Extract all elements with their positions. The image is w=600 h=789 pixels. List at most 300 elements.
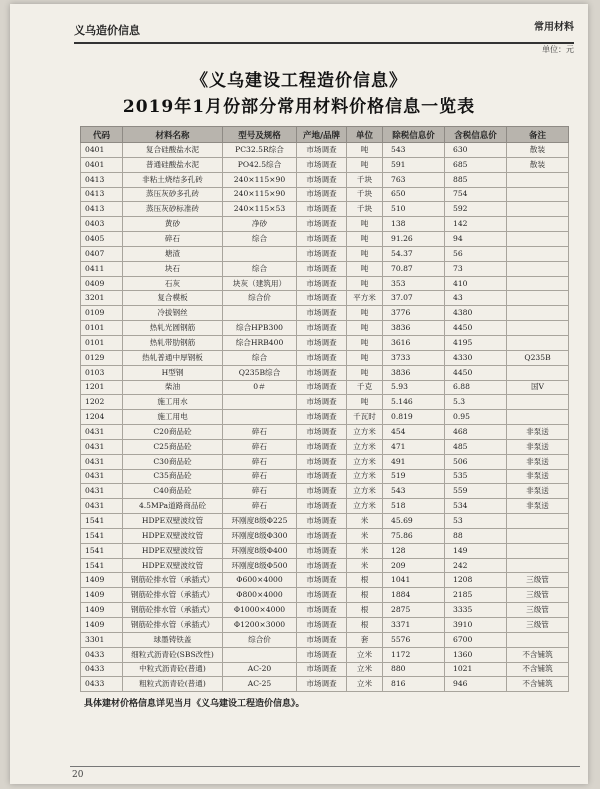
cell-price-inc-tax: 4380 — [445, 306, 507, 321]
cell-unit: 平方米 — [347, 291, 383, 306]
cell-unit: 立方米 — [347, 484, 383, 499]
cell-price-ex-tax: 491 — [383, 454, 445, 469]
cell-price-ex-tax: 650 — [383, 187, 445, 202]
cell-material: 施工用电 — [123, 410, 223, 425]
cell-material: 块石 — [123, 261, 223, 276]
cell-price-inc-tax: 4450 — [445, 365, 507, 380]
cell-unit: 吨 — [347, 217, 383, 232]
cell-price-ex-tax: 543 — [383, 143, 445, 158]
column-header: 含税信息价 — [445, 127, 507, 143]
cell-origin: 市场调查 — [297, 439, 347, 454]
cell-origin: 市场调查 — [297, 543, 347, 558]
cell-spec — [223, 647, 297, 662]
cell-origin: 市场调查 — [297, 217, 347, 232]
cell-spec: 综合 — [223, 261, 297, 276]
cell-code: 0109 — [81, 306, 123, 321]
cell-material: 4.5MPa道路商品砼 — [123, 499, 223, 514]
cell-code: 1201 — [81, 380, 123, 395]
cell-price-inc-tax: 1360 — [445, 647, 507, 662]
cell-price-inc-tax: 94 — [445, 232, 507, 247]
cell-price-inc-tax: 946 — [445, 677, 507, 692]
cell-material: 非粘土烧结多孔砖 — [123, 172, 223, 187]
cell-spec: 综合 — [223, 232, 297, 247]
table-row — [81, 291, 569, 306]
column-header: 材料名称 — [123, 127, 223, 143]
cell-remark — [507, 217, 569, 232]
cell-code: 3201 — [81, 291, 123, 306]
cell-material: 石灰 — [123, 276, 223, 291]
cell-price-ex-tax: 454 — [383, 425, 445, 440]
table-row — [81, 187, 569, 202]
table-row — [81, 603, 569, 618]
header-section-name: 常用材料 — [534, 22, 574, 33]
cell-price-ex-tax: 45.69 — [383, 514, 445, 529]
cell-origin: 市场调查 — [297, 632, 347, 647]
cell-price-ex-tax: 591 — [383, 157, 445, 172]
cell-spec: 碎石 — [223, 484, 297, 499]
cell-unit: 立方米 — [347, 425, 383, 440]
cell-remark: 国Ⅴ — [507, 380, 569, 395]
cell-price-ex-tax: 75.86 — [383, 528, 445, 543]
cell-origin: 市场调查 — [297, 499, 347, 514]
cell-price-inc-tax: 534 — [445, 499, 507, 514]
cell-origin: 市场调查 — [297, 380, 347, 395]
cell-material: H型钢 — [123, 365, 223, 380]
cell-code: 0101 — [81, 335, 123, 350]
cell-code: 1409 — [81, 603, 123, 618]
cell-unit: 吨 — [347, 321, 383, 336]
table-row — [81, 677, 569, 692]
table-row — [81, 484, 569, 499]
cell-price-ex-tax: 3371 — [383, 618, 445, 633]
cell-origin: 市场调查 — [297, 350, 347, 365]
cell-remark — [507, 187, 569, 202]
cell-price-ex-tax: 3776 — [383, 306, 445, 321]
table-row — [81, 439, 569, 454]
cell-origin: 市场调查 — [297, 157, 347, 172]
cell-spec: 综合 — [223, 350, 297, 365]
cell-price-inc-tax: 53 — [445, 514, 507, 529]
cell-code: 0431 — [81, 425, 123, 440]
cell-price-inc-tax: 410 — [445, 276, 507, 291]
cell-spec: 环刚度8级Φ400 — [223, 543, 297, 558]
cell-spec: Φ600×4000 — [223, 573, 297, 588]
table-row — [81, 395, 569, 410]
cell-unit: 吨 — [347, 335, 383, 350]
table-row — [81, 217, 569, 232]
document-page — [10, 4, 588, 784]
cell-origin: 市场调查 — [297, 454, 347, 469]
cell-material: 塘渣 — [123, 246, 223, 261]
table-body — [81, 143, 569, 692]
cell-origin: 市场调查 — [297, 558, 347, 573]
cell-price-inc-tax: 592 — [445, 202, 507, 217]
cell-code: 1541 — [81, 543, 123, 558]
table-row — [81, 306, 569, 321]
cell-unit: 根 — [347, 603, 383, 618]
table-row — [81, 202, 569, 217]
cell-remark — [507, 365, 569, 380]
table-row — [81, 172, 569, 187]
cell-spec — [223, 246, 297, 261]
cell-code: 1409 — [81, 618, 123, 633]
cell-unit: 根 — [347, 588, 383, 603]
cell-code: 1204 — [81, 410, 123, 425]
column-header: 型号及规格 — [223, 127, 297, 143]
table-row — [81, 335, 569, 350]
cell-remark: 散装 — [507, 157, 569, 172]
cell-material: 普通硅酸盐水泥 — [123, 157, 223, 172]
column-header: 代码 — [81, 127, 123, 143]
cell-material: C20商品砼 — [123, 425, 223, 440]
cell-spec — [223, 410, 297, 425]
cell-price-inc-tax: 0.95 — [445, 410, 507, 425]
cell-price-ex-tax: 0.819 — [383, 410, 445, 425]
cell-remark — [507, 291, 569, 306]
cell-remark — [507, 306, 569, 321]
cell-material: 钢筋砼排水管（承插式） — [123, 588, 223, 603]
table-row — [81, 588, 569, 603]
cell-price-inc-tax: 630 — [445, 143, 507, 158]
cell-spec: 碎石 — [223, 425, 297, 440]
cell-code: 0401 — [81, 143, 123, 158]
cell-code: 0433 — [81, 647, 123, 662]
cell-remark: 不含铺筑 — [507, 647, 569, 662]
cell-code: 0413 — [81, 172, 123, 187]
cell-remark — [507, 543, 569, 558]
cell-unit: 吨 — [347, 395, 383, 410]
cell-code: 0401 — [81, 157, 123, 172]
cell-price-ex-tax: 70.87 — [383, 261, 445, 276]
cell-spec — [223, 395, 297, 410]
cell-price-ex-tax: 5.146 — [383, 395, 445, 410]
cell-spec: 碎石 — [223, 469, 297, 484]
cell-spec: Q235B综合 — [223, 365, 297, 380]
column-header: 备注 — [507, 127, 569, 143]
cell-remark: 三级管 — [507, 603, 569, 618]
column-header: 产地/品牌 — [297, 127, 347, 143]
cell-spec: Φ800×4000 — [223, 588, 297, 603]
cell-unit: 千块 — [347, 172, 383, 187]
cell-material: C40商品砼 — [123, 484, 223, 499]
cell-material: HDPE双壁波纹管 — [123, 543, 223, 558]
cell-unit: 千克 — [347, 380, 383, 395]
table-row — [81, 543, 569, 558]
table-row — [81, 528, 569, 543]
cell-remark: 非泵送 — [507, 469, 569, 484]
footer-note: 具体建材价格信息详见当月《义乌建设工程造价信息》。 — [84, 699, 305, 709]
cell-price-inc-tax: 149 — [445, 543, 507, 558]
table-row — [81, 558, 569, 573]
cell-spec: 综合价 — [223, 632, 297, 647]
cell-price-ex-tax: 3616 — [383, 335, 445, 350]
cell-origin: 市场调查 — [297, 232, 347, 247]
cell-unit: 千瓦时 — [347, 410, 383, 425]
cell-material: 蒸压灰砂多孔砖 — [123, 187, 223, 202]
cell-price-inc-tax: 559 — [445, 484, 507, 499]
cell-material: 施工用水 — [123, 395, 223, 410]
cell-price-ex-tax: 91.26 — [383, 232, 445, 247]
table-row — [81, 514, 569, 529]
cell-material: 复合模板 — [123, 291, 223, 306]
cell-spec: 块灰（建筑用） — [223, 276, 297, 291]
table-row — [81, 321, 569, 336]
cell-remark: 不含铺筑 — [507, 677, 569, 692]
cell-origin: 市场调查 — [297, 588, 347, 603]
cell-code: 3301 — [81, 632, 123, 647]
cell-price-inc-tax: 142 — [445, 217, 507, 232]
cell-price-ex-tax: 1041 — [383, 573, 445, 588]
cell-unit: 吨 — [347, 143, 383, 158]
cell-price-ex-tax: 518 — [383, 499, 445, 514]
cell-spec: 环刚度8级Φ225 — [223, 514, 297, 529]
cell-remark: 非泵送 — [507, 425, 569, 440]
cell-price-inc-tax: 885 — [445, 172, 507, 187]
table-row — [81, 350, 569, 365]
table-row — [81, 261, 569, 276]
cell-spec: Φ1200×3000 — [223, 618, 297, 633]
cell-material: C35商品砼 — [123, 469, 223, 484]
cell-material: C25商品砼 — [123, 439, 223, 454]
table-row — [81, 143, 569, 158]
column-header: 单位 — [347, 127, 383, 143]
cell-remark: 非泵送 — [507, 454, 569, 469]
cell-code: 0413 — [81, 202, 123, 217]
cell-origin: 市场调查 — [297, 291, 347, 306]
cell-unit: 立米 — [347, 677, 383, 692]
cell-spec: 环刚度8级Φ300 — [223, 528, 297, 543]
table-row — [81, 232, 569, 247]
cell-code: 0431 — [81, 439, 123, 454]
cell-unit: 立方米 — [347, 454, 383, 469]
table-header-row — [81, 127, 569, 143]
cell-price-ex-tax: 816 — [383, 677, 445, 692]
cell-material: 柴油 — [123, 380, 223, 395]
cell-unit: 米 — [347, 514, 383, 529]
cell-origin: 市场调查 — [297, 187, 347, 202]
cell-origin: 市场调查 — [297, 365, 347, 380]
page-subtitle: 2019年1月份部分常用材料价格信息一览表 — [122, 97, 476, 117]
cell-remark — [507, 172, 569, 187]
cell-price-inc-tax: 468 — [445, 425, 507, 440]
cell-price-inc-tax: 6.88 — [445, 380, 507, 395]
cell-code: 0405 — [81, 232, 123, 247]
table-row — [81, 662, 569, 677]
page-title: 《义乌建设工程造价信息》 — [191, 71, 407, 91]
table-row — [81, 157, 569, 172]
cell-unit: 米 — [347, 528, 383, 543]
cell-price-ex-tax: 2875 — [383, 603, 445, 618]
cell-unit: 立方米 — [347, 499, 383, 514]
cell-material: 热轧光圆钢筋 — [123, 321, 223, 336]
cell-origin: 市场调查 — [297, 425, 347, 440]
cell-price-inc-tax: 88 — [445, 528, 507, 543]
cell-price-ex-tax: 128 — [383, 543, 445, 558]
cell-remark: 三级管 — [507, 573, 569, 588]
cell-remark — [507, 261, 569, 276]
cell-price-ex-tax: 510 — [383, 202, 445, 217]
cell-price-ex-tax: 471 — [383, 439, 445, 454]
table-row — [81, 454, 569, 469]
cell-price-ex-tax: 519 — [383, 469, 445, 484]
cell-origin: 市场调查 — [297, 276, 347, 291]
table-row — [81, 618, 569, 633]
cell-material: HDPE双壁波纹管 — [123, 528, 223, 543]
table-row — [81, 425, 569, 440]
cell-origin: 市场调查 — [297, 335, 347, 350]
cell-remark: 不含铺筑 — [507, 662, 569, 677]
cell-remark: 散装 — [507, 143, 569, 158]
cell-unit: 吨 — [347, 246, 383, 261]
cell-remark — [507, 514, 569, 529]
cell-spec: 240×115×90 — [223, 187, 297, 202]
table-row — [81, 632, 569, 647]
cell-remark — [507, 558, 569, 573]
cell-material: 黄砂 — [123, 217, 223, 232]
cell-material: HDPE双壁波纹管 — [123, 558, 223, 573]
cell-origin: 市场调查 — [297, 172, 347, 187]
cell-price-ex-tax: 1884 — [383, 588, 445, 603]
cell-price-ex-tax: 543 — [383, 484, 445, 499]
table-row — [81, 246, 569, 261]
cell-remark: 三级管 — [507, 618, 569, 633]
cell-remark — [507, 528, 569, 543]
cell-origin: 市场调查 — [297, 395, 347, 410]
cell-code: 1541 — [81, 528, 123, 543]
cell-code: 0431 — [81, 499, 123, 514]
running-header — [74, 22, 574, 44]
cell-price-ex-tax: 763 — [383, 172, 445, 187]
unit-label: 单位：元 — [542, 45, 574, 54]
cell-spec: 碎石 — [223, 454, 297, 469]
cell-code: 1541 — [81, 558, 123, 573]
cell-origin: 市场调查 — [297, 528, 347, 543]
cell-material: 钢筋砼排水管（承插式） — [123, 603, 223, 618]
cell-unit: 吨 — [347, 232, 383, 247]
cell-material: 热轧普通中厚钢板 — [123, 350, 223, 365]
cell-origin: 市场调查 — [297, 410, 347, 425]
cell-code: 0431 — [81, 454, 123, 469]
cell-remark: 非泵送 — [507, 499, 569, 514]
cell-origin: 市场调查 — [297, 246, 347, 261]
cell-origin: 市场调查 — [297, 618, 347, 633]
cell-material: 粗粒式沥青砼(普通) — [123, 677, 223, 692]
cell-price-ex-tax: 5.93 — [383, 380, 445, 395]
cell-price-ex-tax: 3836 — [383, 365, 445, 380]
cell-material: 复合硅酸盐水泥 — [123, 143, 223, 158]
cell-code: 1409 — [81, 588, 123, 603]
cell-unit: 吨 — [347, 365, 383, 380]
cell-code: 1409 — [81, 573, 123, 588]
cell-material: 蒸压灰砂标准砖 — [123, 202, 223, 217]
cell-price-inc-tax: 485 — [445, 439, 507, 454]
cell-price-inc-tax: 4330 — [445, 350, 507, 365]
cell-code: 0413 — [81, 187, 123, 202]
cell-code: 0403 — [81, 217, 123, 232]
cell-price-inc-tax: 6700 — [445, 632, 507, 647]
cell-price-inc-tax: 685 — [445, 157, 507, 172]
cell-price-inc-tax: 2185 — [445, 588, 507, 603]
cell-price-ex-tax: 5576 — [383, 632, 445, 647]
cell-price-inc-tax: 1021 — [445, 662, 507, 677]
cell-unit: 立方米 — [347, 439, 383, 454]
cell-unit: 千块 — [347, 187, 383, 202]
cell-spec: 碎石 — [223, 439, 297, 454]
cell-code: 0101 — [81, 321, 123, 336]
cell-material: 钢筋砼排水管（承插式） — [123, 573, 223, 588]
cell-price-inc-tax: 56 — [445, 246, 507, 261]
cell-code: 0433 — [81, 662, 123, 677]
cell-spec: AC-25 — [223, 677, 297, 692]
cell-spec: 综合HRB400 — [223, 335, 297, 350]
cell-price-inc-tax: 73 — [445, 261, 507, 276]
cell-price-ex-tax: 1172 — [383, 647, 445, 662]
cell-material: 球墨铸铁盖 — [123, 632, 223, 647]
cell-unit: 套 — [347, 632, 383, 647]
cell-spec: 环刚度8级Φ500 — [223, 558, 297, 573]
cell-price-ex-tax: 3733 — [383, 350, 445, 365]
cell-origin: 市场调查 — [297, 321, 347, 336]
page-number: 20 — [72, 770, 84, 780]
cell-material: 碎石 — [123, 232, 223, 247]
cell-price-inc-tax: 4450 — [445, 321, 507, 336]
cell-unit: 吨 — [347, 350, 383, 365]
cell-code: 0431 — [81, 469, 123, 484]
cell-origin: 市场调查 — [297, 143, 347, 158]
cell-price-ex-tax: 353 — [383, 276, 445, 291]
cell-spec: 综合价 — [223, 291, 297, 306]
cell-unit: 吨 — [347, 306, 383, 321]
cell-spec: PO42.5综合 — [223, 157, 297, 172]
cell-price-ex-tax: 209 — [383, 558, 445, 573]
table-row — [81, 380, 569, 395]
cell-origin: 市场调查 — [297, 647, 347, 662]
cell-remark: Q235B — [507, 350, 569, 365]
cell-remark — [507, 232, 569, 247]
cell-remark: 非泵送 — [507, 439, 569, 454]
cell-code: 0407 — [81, 246, 123, 261]
cell-origin: 市场调查 — [297, 202, 347, 217]
cell-price-inc-tax: 242 — [445, 558, 507, 573]
cell-spec: 240×115×53 — [223, 202, 297, 217]
cell-unit: 千块 — [347, 202, 383, 217]
cell-code: 0409 — [81, 276, 123, 291]
cell-code: 0129 — [81, 350, 123, 365]
table-row — [81, 499, 569, 514]
cell-price-inc-tax: 3910 — [445, 618, 507, 633]
cell-spec: AC-20 — [223, 662, 297, 677]
cell-code: 0433 — [81, 677, 123, 692]
column-header: 除税信息价 — [383, 127, 445, 143]
cell-code: 0103 — [81, 365, 123, 380]
cell-price-inc-tax: 43 — [445, 291, 507, 306]
cell-price-inc-tax: 1208 — [445, 573, 507, 588]
cell-code: 1202 — [81, 395, 123, 410]
cell-remark — [507, 246, 569, 261]
cell-origin: 市场调查 — [297, 662, 347, 677]
cell-origin: 市场调查 — [297, 306, 347, 321]
table-row — [81, 469, 569, 484]
cell-unit: 立米 — [347, 647, 383, 662]
cell-price-ex-tax: 880 — [383, 662, 445, 677]
cell-material: 中粒式沥青砼(普通) — [123, 662, 223, 677]
header-publication-name: 义乌造价信息 — [74, 24, 140, 37]
cell-origin: 市场调查 — [297, 484, 347, 499]
cell-price-inc-tax: 535 — [445, 469, 507, 484]
cell-spec: Φ1000×4000 — [223, 603, 297, 618]
cell-remark — [507, 632, 569, 647]
table-row — [81, 276, 569, 291]
